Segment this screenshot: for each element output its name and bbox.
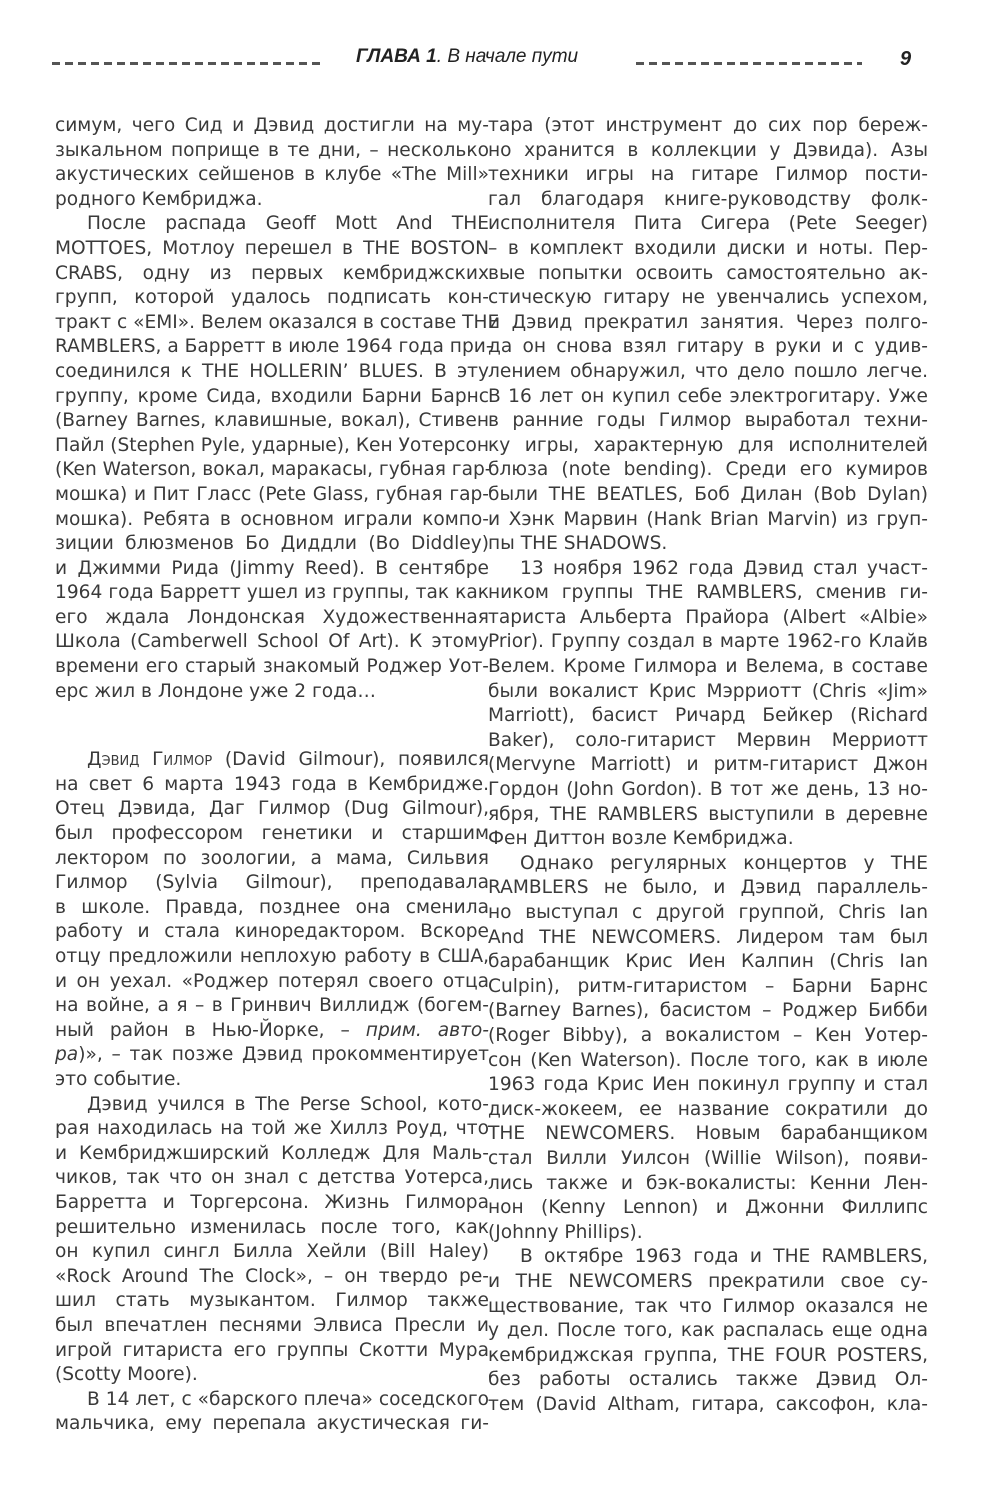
text-line xyxy=(55,1019,489,1044)
page-number: 9 xyxy=(900,48,912,70)
text-line: Фен Диттон возле Кембриджа. xyxy=(488,828,794,850)
text-line: (Mervyne Marriott) и ритм-гитарист Джон xyxy=(488,754,928,776)
text-span: )», – так позже Дэвид прокомментирует xyxy=(78,1044,489,1066)
text-line: и Дэвид прекратил занятия. Через полго- xyxy=(488,311,928,333)
text-line: мальчика, ему перепала акустическая ги- xyxy=(55,1413,489,1435)
text-line: тем (David Altham, гитара, саксофон, кла- xyxy=(488,1393,928,1415)
text-line: работу и стала кинoредактором. Вскоре xyxy=(55,921,489,943)
text-line: решительно изменилась после того, как xyxy=(55,1216,489,1238)
text-line: исполнителя Пита Сигера (Pete Seeger) xyxy=(488,213,928,235)
text-line xyxy=(55,1043,489,1068)
text-line: игрой гитариста его группы Скотти Мура xyxy=(55,1339,489,1361)
paragraph xyxy=(488,114,928,557)
text-line: шил стать музыкантом. Гилмор также xyxy=(55,1290,489,1312)
author-note-italic: ра xyxy=(55,1044,79,1066)
text-line: чиков, так что он знал с детства Уотерса, xyxy=(55,1167,489,1189)
text-line: и THE NEWCOMERS прекратили свое су- xyxy=(488,1270,928,1292)
text-line: После распада Geoff Mott And THE xyxy=(87,213,489,235)
author-note-italic: прим. авто- xyxy=(365,1019,489,1041)
text-line: но хранится в коллекции у Дэвида). Азы xyxy=(488,139,928,161)
text-line: соединился к THE HOLLERIN’ BLUES. В эту xyxy=(55,360,489,382)
header-dash-rule-left xyxy=(52,62,322,65)
text-span: (David Gilmour), появился xyxy=(212,749,489,771)
chapter-name: В начале пути xyxy=(447,46,579,67)
right-column xyxy=(488,114,928,1417)
text-line: стал Вилли Уилсон (Willie Wilson), появи- xyxy=(488,1147,928,1169)
text-line: В 14 лет, с «барского плеча» соседского xyxy=(87,1388,489,1410)
paragraph xyxy=(488,852,928,1246)
text-line: Гилмор (Sylvia Gilmour), преподавала xyxy=(55,872,489,894)
text-line: тара (этот инструмент до сих пор береж- xyxy=(488,115,928,136)
text-line: кембриджская группа, THE FOUR POSTERS, xyxy=(488,1344,928,1366)
running-header xyxy=(0,44,1000,80)
person-name-small-caps: Дэвид Гилмор xyxy=(87,749,213,771)
text-line: Однако регулярных концертов у THE xyxy=(520,852,928,874)
text-line: RAMBLERS не было, и Дэвид параллель- xyxy=(488,877,928,899)
text-line: Отец Дэвида, Даг Гилмор (Dug Gilmour), xyxy=(55,798,489,820)
paragraph xyxy=(55,748,489,1092)
text-line: Пайл (Stephen Pyle, ударные), Кен Уотерсон xyxy=(55,434,490,456)
text-line: тариста Альберта Прайора (Albert «Albie» xyxy=(488,606,928,628)
text-line: были THE BEATLES, Боб Дилан (Bob Dylan) xyxy=(488,483,928,505)
text-line: без работы остались также Дэвид Ол- xyxy=(488,1369,928,1391)
text-line: Baker), соло-гитарист Мервин Мерриотт xyxy=(488,729,928,751)
text-line: 13 ноября 1962 года Дэвид стал участ- xyxy=(520,557,928,579)
text-line: техники игры на гитаре Гилмор пости- xyxy=(488,164,928,186)
text-line: отцу предложили неплохую работу в США, xyxy=(55,946,489,967)
text-line: да он снова взял гитару в руки и с удив- xyxy=(488,336,928,358)
chapter-title xyxy=(356,46,578,68)
text-line: акустических сейшенов в клубе «The Mill» xyxy=(55,164,489,186)
paragraph xyxy=(55,1093,489,1388)
section-gap xyxy=(55,704,489,748)
text-line: (Barney Barnes, клавишные, вокал), Стивен xyxy=(55,410,489,432)
text-line: были вокалист Крис Мэрриотт (Chris «Jim» xyxy=(488,680,928,702)
text-line: Велем. Кроме Гилмора и Велема, в составе xyxy=(488,656,928,678)
text-line: RAMBLERS, а Барретт в июле 1964 года при- xyxy=(55,336,493,358)
text-line: стическую гитару не увенчались успехом, xyxy=(488,287,928,309)
text-line: был впечатлен песнями Элвиса Пресли и xyxy=(55,1314,489,1336)
text-line: лением обнаружил, что дело пошло легче. xyxy=(488,360,928,382)
text-line: зыкальном поприще в те дни, – несколько xyxy=(55,139,489,161)
text-line: CRABS, одну из первых кембриджских xyxy=(55,262,489,284)
text-line: THE NEWCOMERS. Новым барабанщиком xyxy=(488,1123,928,1145)
chapter-label: ГЛАВА 1 xyxy=(356,46,437,67)
text-line: (Roger Bibby), а вокалистом – Кен Уотер- xyxy=(488,1024,928,1046)
text-line: нон (Kenny Lennon) и Джонни Филлипс xyxy=(488,1197,928,1219)
paragraph xyxy=(55,114,489,212)
text-line: «Rock Around The Clock», – он твердо ре- xyxy=(55,1265,489,1287)
left-column xyxy=(55,114,500,1437)
text-line: ществование, так что Гилмор оказался не xyxy=(488,1295,928,1317)
header-dash-rule-right xyxy=(636,62,862,65)
text-line: MOTTOES, Мотлоу перешел в THE BOSTON xyxy=(55,237,489,259)
paragraph xyxy=(488,557,928,852)
text-line: его ждала Лондонская Художественная xyxy=(55,606,489,628)
text-line: симум, чего Сид и Дэвид достигли на му- xyxy=(55,115,489,136)
text-line: на войне, а я – в Гринвич Виллидж (богем- xyxy=(55,995,489,1017)
text-line: Барретта и Торгерсона. Жизнь Гилмора xyxy=(55,1191,489,1213)
text-line: лектором по зоологии, а мама, Сильвия xyxy=(55,847,489,869)
text-line: гал благодаря книге-руководству фолк- xyxy=(488,188,928,210)
text-line: Гордон (John Gordon). В тот же день, 13 но- xyxy=(488,779,928,801)
text-line: ября, THE RAMBLERS выступили в деревне xyxy=(488,803,928,825)
text-line: Culpin), ритм-гитаристом – Барни Барнс xyxy=(488,975,928,997)
paragraph xyxy=(55,1388,489,1437)
text-line: (Barney Barnes), басистом – Роджер Бибби xyxy=(488,1000,928,1022)
text-line: сон (Ken Waterson). После того, как в июле xyxy=(488,1049,928,1071)
text-line: Prior). Группу создал в марте 1962-го Клайв xyxy=(488,631,928,653)
text-line: и Кембриджширский Колледж Для Маль- xyxy=(55,1142,489,1164)
text-span: ный район в Нью-Йорке, – xyxy=(55,1019,366,1041)
text-line: ерс жил в Лондоне уже 2 года… xyxy=(55,680,376,702)
text-line: Школа (Camberwell School Of Art). К этому xyxy=(55,631,489,653)
text-line: мошка) и Пит Гласс (Pete Glass, губная гар- xyxy=(55,483,489,505)
text-line: у дел. После того, как распалась еще одна xyxy=(488,1320,928,1342)
text-line: вые попытки освоить самостоятельно ак- xyxy=(488,262,928,284)
text-line: (Scotty Moore). xyxy=(55,1364,198,1386)
text-line: – в комплект входили диски и ноты. Пер- xyxy=(488,237,928,259)
text-line: пы THE SHADOWS. xyxy=(488,533,668,555)
text-line: блюза (note bending). Среди его кумиров xyxy=(488,459,928,481)
text-line: мошка). Ребята в основном играли компо- xyxy=(55,508,489,530)
paragraph xyxy=(55,212,500,704)
text-line: был профессором генетики и старшим xyxy=(55,823,489,845)
text-line: и он уехал. «Роджер потерял своего отца xyxy=(55,970,489,992)
text-line: и Джимми Рида (Jimmy Reed). В сентябре xyxy=(55,557,489,579)
text-line: рая находилась на той же Хиллз Роуд, что xyxy=(55,1118,489,1140)
text-line: ку игры, характерную для исполнителей xyxy=(488,434,928,456)
text-line: тракт с «EMI». Велем оказался в составе THE xyxy=(55,311,500,333)
text-line: времени его старый знакомый Роджер Уот- xyxy=(55,656,489,678)
text-line: он купил сингл Билла Хейли (Bill Haley) xyxy=(55,1241,489,1263)
text-line: 1964 года Барретт ушел из группы, так как xyxy=(55,582,489,604)
text-line: 1963 года Крис Иен покинул группу и стал xyxy=(488,1074,928,1096)
text-line: В октябре 1963 года и THE RAMBLERS, xyxy=(520,1246,928,1268)
text-line: диск-жокеем, ее название сократили до xyxy=(488,1098,928,1120)
text-line: лись также и бэк-вокалисты: Кенни Лен- xyxy=(488,1172,928,1194)
text-line: но выступал с другой группой, Chris Ian xyxy=(488,902,928,923)
text-line: на свет 6 марта 1943 года в Кембридже. xyxy=(55,773,489,795)
text-line xyxy=(55,748,489,773)
text-line: родного Кембриджа. xyxy=(55,188,263,210)
text-line: (Ken Waterson, вокал, маракасы, губная гар- xyxy=(55,459,492,481)
text-line: And THE NEWCOMERS. Лидером там был xyxy=(488,926,928,948)
text-line: групп, которой удалось подписать кон- xyxy=(55,287,489,309)
text-line: В 16 лет он купил себе электрогитару. Уже xyxy=(488,385,928,407)
paragraph xyxy=(488,1245,928,1417)
text-line: в ранние годы Гилмор выработал техни- xyxy=(488,410,928,432)
text-line: ником группы THE RAMBLERS, сменив ги- xyxy=(488,582,928,604)
text-line: Marriott), басист Ричард Бейкер (Richard xyxy=(488,705,928,727)
text-line: Дэвид учился в The Perse School, кото- xyxy=(87,1093,489,1115)
text-line: (Johnny Phillips). xyxy=(488,1221,643,1243)
chapter-separator: . xyxy=(436,46,448,67)
text-line: зиции блюзменов Бо Диддли (Bo Diddley) xyxy=(55,533,489,555)
text-line: в школе. Правда, позднее она сменила xyxy=(55,896,489,918)
text-line: барабанщик Крис Иен Калпин (Chris Ian xyxy=(488,951,928,973)
text-line: и Хэнк Марвин (Hank Brian Marvin) из груп- xyxy=(488,508,928,530)
text-line: группу, кроме Сида, входили Барни Барнс xyxy=(55,385,489,407)
text-line: это событие. xyxy=(55,1068,182,1090)
